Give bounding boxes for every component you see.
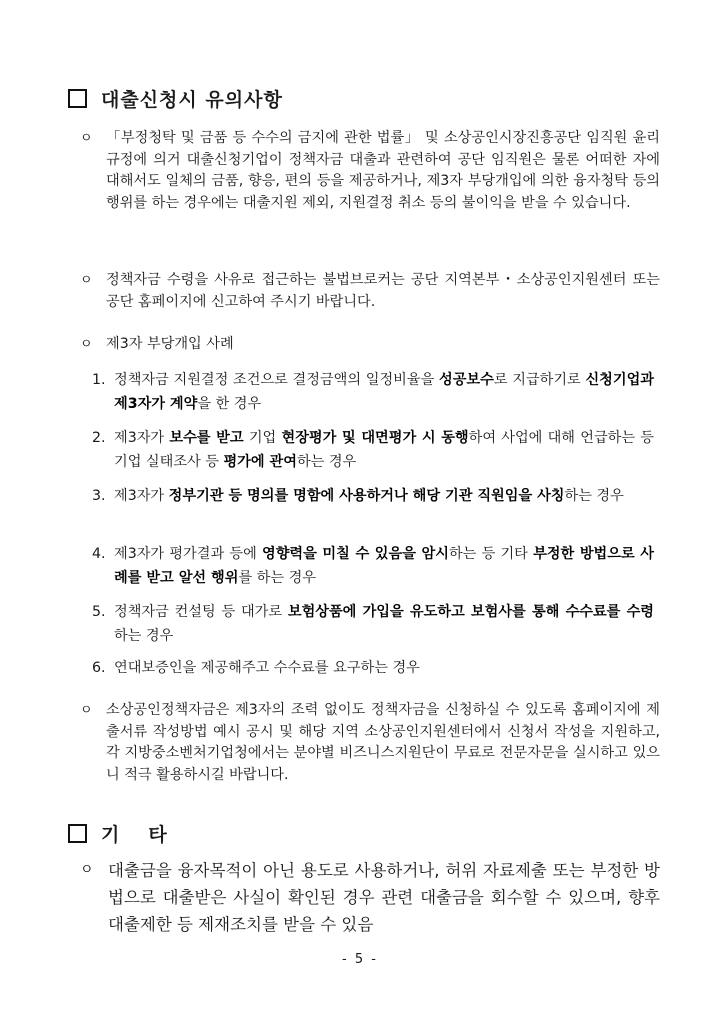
emphasis-text: 정부기관 등 명의를 명함에 사용하거나 해당 기관 직원임을 사칭 [168, 488, 565, 504]
bullet-item [80, 700, 660, 786]
case-text [114, 600, 654, 648]
bullet-item [80, 334, 660, 356]
bullet-mark: ㅇ [80, 273, 93, 288]
checkbox-square-icon [68, 824, 87, 843]
case-text-segment: 제3자가 [114, 430, 170, 446]
emphasis-text: 신청기업과 제3자가 계약 [114, 372, 654, 412]
case-text-segment: 제3자가 [114, 488, 169, 504]
case-number: 1. [92, 372, 106, 388]
emphasis-text: 평가에 관여 [223, 454, 297, 470]
emphasis-text: 현장평가 및 대면평가 시 동행 [281, 430, 469, 446]
case-text-segment: 하는 경우 [296, 454, 357, 470]
case-item [92, 542, 654, 590]
bullet-mark: ㅇ [80, 131, 93, 146]
bullet-text: 소상공인정책자금은 제3자의 조력 없이도 정책자금을 신청하실 수 있도록 홈페이지에 제출서류 작성방법 예시 공시 및 해당 지역 소상공인지원센터에서 신청서 작성을 지원하고, 각 지방중소벤처기업청에서는 분야별 비즈니스지원단이 무료로 전문자문을 실시하고 있으니 적극 활용하시길 바랍니다. [106, 702, 660, 783]
bullet-item [80, 270, 660, 313]
case-number: 2. [92, 430, 106, 446]
bullet-text: 제3자 부당개입 사례 [106, 336, 234, 352]
case-text-segment: 연대보증인을 제공해주고 수수료를 요구하는 경우 [114, 660, 420, 676]
checkbox-square-icon [68, 89, 87, 108]
bullet-text: 대출금을 융자목적이 아닌 용도로 사용하거나, 허위 자료제출 또는 부정한 방법으로 대출받은 사실이 확인된 경우 관련 대출금을 회수할 수 있으며, 향후 대출제한 등 제재조치를 받을 수 있음 [108, 861, 660, 934]
case-text-segment: 하는 등 기타 [448, 546, 534, 562]
case-number: 5. [92, 604, 106, 620]
emphasis-text: 성공보수 [439, 372, 494, 388]
case-text-segment: 하는 경우 [114, 628, 174, 644]
page-number: - 5 - [342, 952, 378, 967]
case-text-segment: 정책자금 컨설팅 등 대가로 [114, 604, 288, 620]
case-text-segment: 로 지급하기로 [493, 372, 586, 388]
case-item [92, 426, 654, 474]
case-number: 6. [92, 660, 106, 676]
case-text [114, 542, 654, 590]
bullet-item [80, 128, 660, 214]
case-text [114, 368, 654, 416]
emphasis-text: 보수를 받고 [169, 430, 244, 446]
case-text-segment: 하는 경우 [564, 488, 624, 504]
section-heading-etc: 기 타 [68, 820, 168, 847]
case-number: 4. [92, 546, 106, 562]
case-text [114, 484, 654, 508]
case-text-segment: 기업 [243, 430, 282, 446]
emphasis-text: 영향력을 미칠 수 있음을 암시 [261, 546, 449, 562]
section-heading-loan-notes: 대출신청시 유의사항 [68, 85, 283, 112]
case-text-segment: 정책자금 지원결정 조건으로 결정금액의 일정비율을 [114, 372, 439, 388]
case-text-segment: 하여 사업에 대해 언급하는 등 기업 실태조사 등 [114, 430, 655, 470]
bullet-item [80, 857, 660, 938]
case-item [92, 484, 654, 508]
case-number: 3. [92, 488, 106, 504]
emphasis-text: 보험상품에 가입을 유도하고 보험사를 통해 수수료를 수령 [287, 604, 655, 620]
emphasis-text: 부정한 방법으로 사례를 받고 알선 행위 [114, 546, 654, 586]
case-item [92, 656, 654, 680]
case-text-segment: 제3자가 평가결과 등에 [114, 546, 262, 562]
case-text [114, 426, 654, 474]
case-text-segment: 를 하는 경우 [238, 570, 317, 586]
case-item [92, 368, 654, 416]
bullet-mark: ㅇ [80, 862, 94, 878]
bullet-mark: ㅇ [80, 337, 93, 352]
bullet-text: 정책자금 수령을 사유로 접근하는 불법브로커는 공단 지역본부・소상공인지원센터 또는 공단 홈페이지에 신고하여 주시기 바랍니다. [106, 272, 660, 310]
case-item [92, 600, 654, 648]
case-text [114, 656, 654, 680]
case-text-segment: 을 한 경우 [197, 396, 262, 412]
bullet-mark: ㅇ [80, 703, 93, 718]
bullet-text: 「부정청탁 및 금품 등 수수의 금지에 관한 법률」 및 소상공인시장진흥공단 임직원 윤리규정에 의거 대출신청기업이 정책자금 대출과 관련하여 공단 임직원은 물론 어떠한 자에 대해서도 일체의 금품, 향응, 편의 등을 제공하거나, 제3자 부당개입에 의한 융자청탁 등의 행위를 하는 경우에는 대출지원 제외, 지원결정 취소 등의 불이익을 받을 수 있습니다. [106, 130, 660, 211]
